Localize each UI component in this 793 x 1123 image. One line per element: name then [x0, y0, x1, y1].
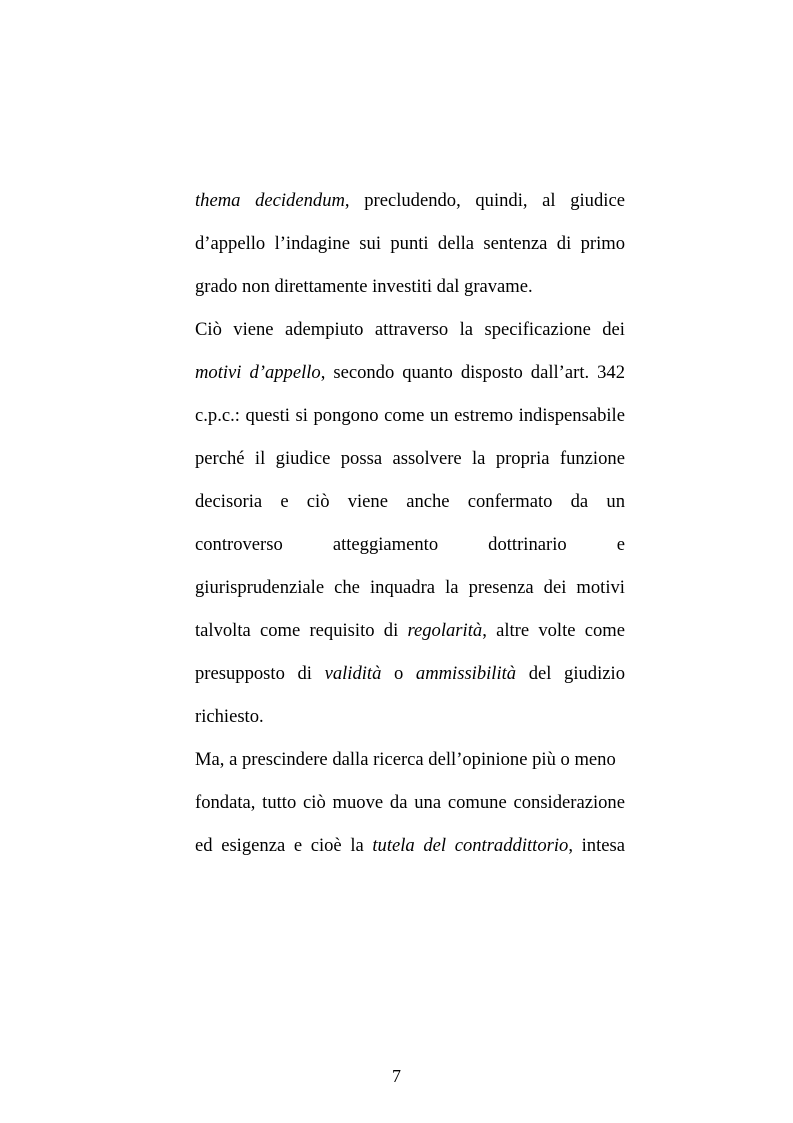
word: [414, 792, 441, 814]
text-run: altre: [496, 620, 530, 641]
text-run: o: [393, 663, 404, 684]
word: [333, 534, 438, 556]
text-run: viene: [347, 491, 388, 512]
word: [460, 319, 473, 341]
text-run: assolvere: [392, 448, 462, 469]
text-run: secondo: [333, 362, 395, 383]
text-run: fondata,: [195, 792, 256, 813]
word: [430, 405, 449, 427]
word: [296, 405, 308, 427]
text-run: confermato: [467, 491, 553, 512]
text-run: sentenza: [483, 233, 548, 254]
text-run: da: [570, 491, 589, 512]
text-run: viene: [233, 319, 274, 340]
word: [445, 577, 458, 599]
word: [390, 233, 428, 255]
text-run: come: [584, 620, 625, 641]
word: [260, 620, 300, 642]
text-run: ciò: [303, 792, 326, 813]
word: [531, 362, 589, 384]
word: [461, 362, 523, 384]
word: [519, 405, 625, 427]
text-run: di: [297, 663, 312, 684]
word: [350, 835, 363, 857]
word: [294, 835, 302, 857]
word: [564, 663, 625, 685]
text-run: si: [295, 405, 308, 426]
text-run: funzione: [559, 448, 625, 469]
text-run: primo: [580, 233, 625, 254]
word: [496, 448, 550, 470]
word: [195, 362, 241, 384]
text-run: come: [384, 405, 425, 426]
word: [560, 448, 625, 470]
text-run: attraverso: [374, 319, 449, 340]
italic-text: ammissibilità: [415, 663, 517, 684]
word: [372, 835, 414, 857]
text-run: di: [383, 620, 399, 641]
word: [483, 233, 547, 255]
word: [538, 620, 575, 642]
word: [438, 233, 474, 255]
text-run: il: [254, 448, 266, 469]
text-run: intesa: [581, 835, 625, 856]
word: [195, 319, 222, 341]
italic-text: decidendum: [255, 190, 345, 211]
text-run: motivi: [576, 577, 625, 598]
word: [384, 620, 398, 642]
word: [472, 448, 485, 470]
word: [280, 491, 288, 513]
text-line: [195, 835, 625, 857]
text-run: Ma, a prescindere dalla ricerca dell’opinione più o meno: [195, 749, 616, 770]
text-line: [195, 749, 625, 771]
text-run: presupposto: [195, 663, 285, 684]
text-line: [195, 190, 625, 212]
text-run: quanto: [402, 362, 453, 383]
text-run: la: [445, 577, 459, 598]
word: [423, 835, 446, 857]
text-run: muove: [332, 792, 384, 813]
text-run: estremo: [454, 405, 514, 426]
text-run: talvolta: [195, 620, 251, 641]
word: [255, 190, 350, 212]
word: [348, 491, 388, 513]
text-run: controverso: [195, 534, 283, 555]
text-run: volte: [538, 620, 576, 641]
text-run: di: [556, 233, 572, 254]
word: [375, 319, 448, 341]
word: [469, 577, 534, 599]
word: [311, 835, 342, 857]
text-run: questi: [245, 405, 290, 426]
word: [309, 620, 374, 642]
text-run: dei: [602, 319, 625, 340]
word: [276, 448, 331, 470]
text-run: una: [414, 792, 442, 813]
word: [195, 190, 240, 212]
text-line: [195, 663, 625, 685]
italic-text: del: [423, 835, 447, 856]
word: [255, 448, 265, 470]
text-run: un: [606, 491, 625, 512]
word: [597, 362, 625, 384]
word: [249, 362, 325, 384]
word: [341, 448, 382, 470]
text-run: la: [459, 319, 474, 340]
word: [448, 792, 507, 814]
text-run: giurisprudenziale: [195, 577, 325, 598]
text-line: [195, 620, 625, 642]
word: [544, 577, 567, 599]
word: [195, 792, 255, 814]
text-run: decisoria: [195, 491, 263, 512]
text-run: requisito: [309, 620, 375, 641]
text-line: [195, 276, 625, 298]
text-run: quindi,: [475, 190, 528, 211]
word: [557, 233, 571, 255]
word: [488, 534, 567, 556]
word: [195, 620, 251, 642]
word: [392, 448, 461, 470]
word: [454, 405, 513, 427]
word: [313, 405, 378, 427]
word: [275, 233, 350, 255]
word: [529, 663, 552, 685]
word: [195, 577, 324, 599]
word: [195, 405, 240, 427]
text-run: propria: [495, 448, 550, 469]
text-line: [195, 448, 625, 470]
text-run: giudice: [570, 190, 625, 211]
text-run: d’appello: [195, 233, 266, 254]
italic-text: regolarità: [407, 620, 483, 641]
text-run: ciò: [306, 491, 330, 512]
word: [246, 405, 290, 427]
text-run: al: [542, 190, 556, 211]
text-line: [195, 706, 625, 728]
text-run: esigenza: [221, 835, 286, 856]
text-run: precludendo,: [364, 190, 461, 211]
word: [333, 362, 394, 384]
text-run: dei: [543, 577, 567, 598]
word: [195, 835, 213, 857]
word: [455, 835, 573, 857]
text-run: possa: [340, 448, 383, 469]
text-line: [195, 577, 625, 599]
text-run: pongono: [313, 405, 379, 426]
word: [195, 663, 285, 685]
word: [402, 362, 453, 384]
italic-text: tutela: [372, 835, 415, 856]
word: [195, 448, 245, 470]
word: [576, 577, 625, 599]
text-run: tutto: [262, 792, 297, 813]
text-run: e: [293, 835, 303, 856]
word: [384, 405, 424, 427]
word: [513, 792, 625, 814]
text-run: adempiuto: [284, 319, 364, 340]
word: [195, 233, 265, 255]
word: [582, 835, 625, 857]
text-run: richiesto.: [195, 706, 264, 727]
text-run: la: [472, 448, 486, 469]
text-run: specificazione: [484, 319, 591, 340]
text-run: del: [528, 663, 552, 684]
word: [571, 491, 589, 513]
text-run: ,: [344, 190, 350, 211]
word: [585, 620, 625, 642]
word: [334, 577, 360, 599]
text-run: inquadra: [369, 577, 436, 598]
italic-text: contraddittorio: [454, 835, 569, 856]
text-line: [195, 233, 625, 255]
word: [390, 792, 408, 814]
text-run: della: [437, 233, 475, 254]
word: [307, 491, 330, 513]
text-run: che: [334, 577, 360, 598]
word: [195, 491, 262, 513]
text-line: [195, 491, 625, 513]
text-run: indispensabile: [518, 405, 625, 426]
text-run: Ciò: [195, 319, 222, 340]
italic-text: motivi: [195, 362, 242, 383]
text-run: e: [280, 491, 289, 512]
word: [406, 491, 449, 513]
text-line: [195, 319, 625, 341]
word: [285, 319, 364, 341]
text-run: disposto: [460, 362, 523, 383]
text-run: sui: [359, 233, 381, 254]
text-run: grado non direttamente investiti dal gravame.: [195, 276, 533, 297]
word: [407, 620, 486, 642]
word: [333, 792, 384, 814]
text-run: e: [616, 534, 625, 555]
text-run: perché: [195, 448, 245, 469]
word: [359, 233, 381, 255]
word: [542, 190, 555, 212]
text-run: giudizio: [564, 663, 625, 684]
word: [570, 190, 625, 212]
text-run: un: [429, 405, 449, 426]
word: [297, 663, 311, 685]
text-line: [195, 792, 625, 814]
word: [221, 835, 285, 857]
text-run: considerazione: [513, 792, 625, 813]
text-run: giudice: [275, 448, 331, 469]
word: [475, 190, 527, 212]
word: [468, 491, 553, 513]
word: [195, 534, 283, 556]
word: [394, 663, 403, 685]
text-line: [195, 534, 625, 556]
text-run: ,: [482, 620, 487, 641]
text-line: [195, 362, 625, 384]
word: [325, 663, 382, 685]
italic-text: thema: [195, 190, 241, 211]
word: [617, 534, 625, 556]
text-run: anche: [406, 491, 450, 512]
text-run: dottrinario: [488, 534, 567, 555]
text-run: come: [259, 620, 301, 641]
text-run: dall’art.: [530, 362, 590, 383]
word: [364, 190, 461, 212]
text-run: 342: [597, 362, 625, 383]
text-run: ed: [195, 835, 213, 856]
word: [233, 319, 273, 341]
text-run: cioè: [310, 835, 342, 856]
word: [602, 319, 625, 341]
word: [370, 577, 435, 599]
word: [484, 319, 590, 341]
text-run: presenza: [468, 577, 534, 598]
italic-text: validità: [324, 663, 382, 684]
text-run: da: [389, 792, 408, 813]
word: [262, 792, 296, 814]
word: [496, 620, 529, 642]
word: [606, 491, 625, 513]
text-run: c.p.c.:: [195, 405, 240, 426]
word: [416, 663, 516, 685]
text-line: [195, 405, 625, 427]
text-run: l’indagine: [274, 233, 350, 254]
page-number: 7: [392, 1066, 401, 1086]
text-run: comune: [447, 792, 507, 813]
word: [581, 233, 625, 255]
text-run: atteggiamento: [332, 534, 439, 555]
text-run: ,: [320, 362, 326, 383]
text-run: punti: [390, 233, 429, 254]
text-run: ,: [568, 835, 573, 856]
word: [303, 792, 326, 814]
italic-text: d’appello: [249, 362, 321, 383]
text-run: la: [350, 835, 364, 856]
